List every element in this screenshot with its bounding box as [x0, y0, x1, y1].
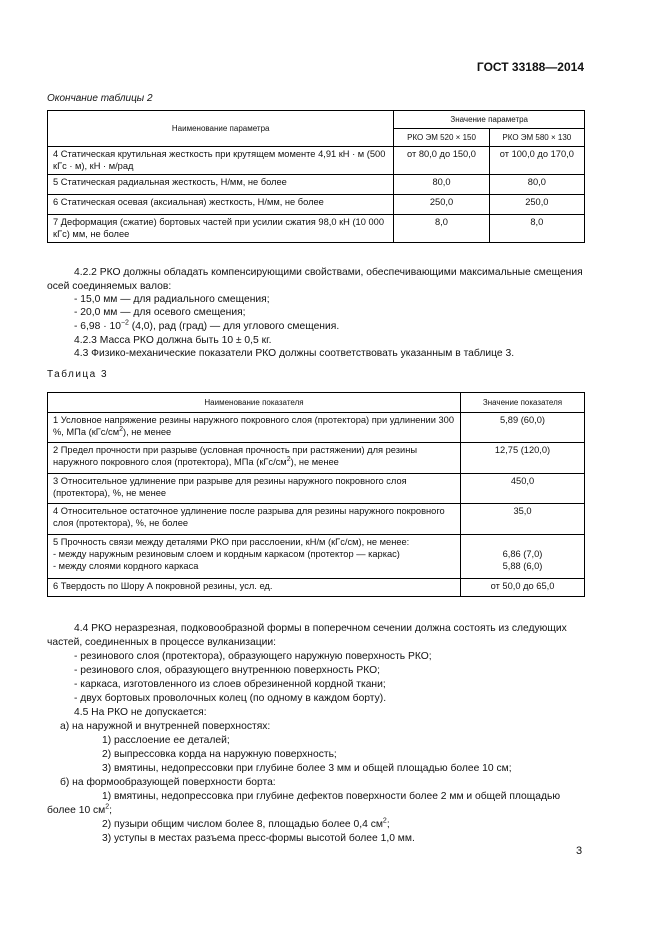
table3-caption: Таблица 3: [47, 369, 109, 380]
t2-cell: от 80,0 до 150,0: [394, 147, 489, 175]
list-item: - 20,0 мм — для осевого смещения;: [74, 307, 246, 318]
t2-cell: 5 Статическая радиальная жесткость, Н/мм, не более: [48, 175, 394, 195]
table-2: [47, 110, 585, 243]
t2-cell: 80,0: [489, 175, 584, 195]
t3-cell: 5 Прочность связи между деталями РКО при расслоении, кН/м (кГс/см), не менее: - между наружным резиновым слоем и кордным каркасом (протектор — каркас) - между слоями кордного каркаса: [48, 535, 461, 579]
list-item: 1) расслоение ее деталей;: [102, 735, 230, 746]
table-row: [48, 175, 585, 195]
list-item: 2) пузыри общим числом более 8, площадью более 0,4 $см^2$;: [102, 817, 390, 830]
t3-cell: 5,89 (60,0): [461, 413, 585, 443]
t3-cell: 3 Относительное удлинение при разрыве для резины наружного покровного слоя (протектора), %, не менее: [48, 474, 461, 504]
list-item: б) на формообразующей поверхности борта:: [60, 777, 276, 788]
list-item: - 15,0 мм — для радиального смещения;: [74, 294, 270, 305]
t3-header-col1: Наименование показателя: [48, 393, 461, 413]
table-row: [48, 535, 585, 579]
t2-cell: 7 Деформация (сжатие) бортовых частей при усилии сжатия 98,0 кН (10 000 кГс) мм, не более: [48, 215, 394, 243]
t2-header-group: Значение параметра: [394, 111, 585, 129]
t2-cell: 8,0: [394, 215, 489, 243]
table-row: [48, 504, 585, 535]
t2-cell: 250,0: [394, 195, 489, 215]
t2-header-col1: Наименование параметра: [48, 111, 394, 147]
para-4-2-3: 4.2.3 Масса РКО должна быть 10 ± 0,5 кг.: [74, 335, 272, 346]
t3-cell: 35,0: [461, 504, 585, 535]
para-4-3: 4.3 Физико-механические показатели РКО должны соответствовать указанным в таблице 3.: [74, 348, 515, 359]
t2-header-col3: РКО ЭМ 580 × 130: [489, 129, 584, 147]
t2-cell: 4 Статическая крутильная жесткость при крутящем моменте 4,91 кН · м (500 кГс · м), кН · м/рад: [48, 147, 394, 175]
table-row: [48, 147, 585, 175]
list-item: - $6,98 \cdot 10^{-2}$ (4,0), рад (град) — для углового смещения.: [74, 319, 340, 332]
t3-cell: 4 Относительное остаточное удлинение после разрыва для резины наружного покровного слоя (протектора), %, не более: [48, 504, 461, 535]
t3-header-col2: Значение показателя: [461, 393, 585, 413]
table-row: [48, 474, 585, 504]
t3-cell: от 50,0 до 65,0: [461, 579, 585, 597]
t2-cell: от 100,0 до 170,0: [489, 147, 584, 175]
list-item: 3) уступы в местах разъема пресс-формы высотой более 1,0 мм.: [102, 833, 415, 844]
t3-cell: 6,86 (7,0) 5,88 (6,0): [461, 535, 585, 579]
t2-header-col2: РКО ЭМ 520 × 150: [394, 129, 489, 147]
t2-cell: 6 Статическая осевая (аксиальная) жесткость, Н/мм, не более: [48, 195, 394, 215]
para-4-2-2: 4.2.2 РКО должны обладать компенсирующими свойствами, обеспечивающими максимальные смещения осей соединяемых валов:: [47, 267, 583, 292]
t2-cell: 8,0: [489, 215, 584, 243]
list-item: 1) вмятины, недопрессовка при глубине дефектов поверхности более 2 мм и общей площадью более 10 $см^2$;: [47, 791, 561, 816]
t3-cell: 450,0: [461, 474, 585, 504]
table-row: [48, 413, 585, 443]
table-row: [48, 579, 585, 597]
table-row: [48, 443, 585, 474]
list-item: 3) вмятины, недопрессовки при глубине более 3 мм и общей площадью более 10 см;: [102, 763, 512, 774]
document-header: ГОСТ 33188—2014: [476, 60, 584, 74]
table2-caption: Окончание таблицы 2: [47, 93, 153, 104]
table-3: [47, 392, 585, 597]
list-item: - двух бортовых проволочных колец (по одному в каждом борту).: [74, 693, 387, 704]
t3-cell: 6 Твердость по Шору А покровной резины, усл. ед.: [48, 579, 461, 597]
t3-cell: 12,75 (120,0): [461, 443, 585, 474]
list-item: а) на наружной и внутренней поверхностях:: [60, 721, 271, 732]
para-4-4: 4.4 РКО неразрезная, подковообразной формы в поперечном сечении должна состоять из следующих частей, соединенных в процессе вулканизации:: [47, 623, 567, 648]
list-item: 2) выпрессовка корда на наружную поверхность;: [102, 749, 337, 760]
para-4-5: 4.5 На РКО не допускается:: [74, 707, 207, 718]
list-item: - каркаса, изготовленного из слоев обрезиненной кордной ткани;: [74, 679, 386, 690]
list-item: - резинового слоя, образующего внутреннюю поверхность РКО;: [74, 665, 380, 676]
page-number: 3: [576, 845, 583, 857]
t2-cell: 80,0: [394, 175, 489, 195]
t3-cell: 2 Предел прочности при разрыве (условная прочность при растяжении) для резины наружного покровного слоя (протектора), МПа $(кГс/см^2)$, не менее: [48, 443, 461, 474]
t2-cell: 250,0: [489, 195, 584, 215]
list-item: - резинового слоя (протектора), образующего наружную поверхность РКО;: [74, 651, 432, 662]
table-row: [48, 195, 585, 215]
t3-cell: 1 Условное напряжение резины наружного покровного слоя (протектора) при удлинении 300 %, МПа $(кГс/см^2)$, не менее: [48, 413, 461, 443]
table-row: [48, 215, 585, 243]
